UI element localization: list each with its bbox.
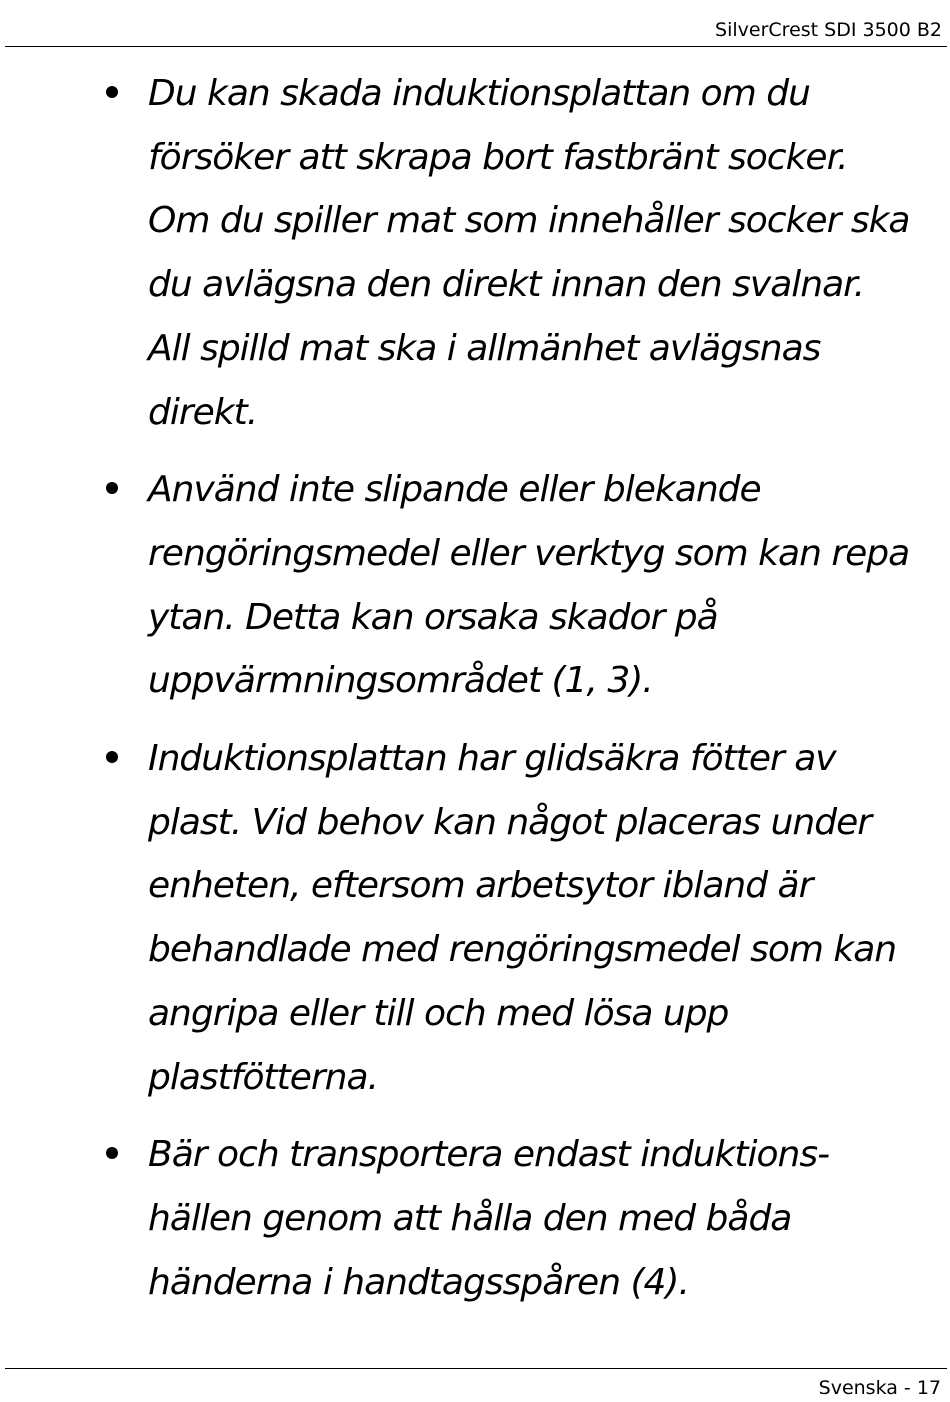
text-line: du avlägsna den direkt innan den svalnar.	[148, 264, 865, 306]
bullet-text	[148, 458, 943, 713]
text-line: ytan. Detta kan orsaka skador på	[148, 596, 718, 638]
bullet-dot-icon	[106, 1147, 118, 1159]
bullet-dot-icon	[106, 482, 118, 494]
bullet-text	[148, 1123, 943, 1314]
text-line: rengöringsmedel eller verktyg som kan repa	[148, 532, 910, 574]
text-line: försöker att skrapa bort fastbränt socker.	[148, 136, 848, 178]
text-line: plastfötterna.	[148, 1056, 378, 1098]
text-line: enheten, eftersom arbetsytor ibland är	[148, 865, 813, 907]
text-line: behandlade med rengöringsmedel som kan	[148, 929, 897, 971]
bullet-dot-icon	[106, 751, 118, 763]
page-header-title: SilverCrest SDI 3500 B2	[715, 19, 942, 41]
header-divider	[5, 46, 947, 47]
text-line: plast. Vid behov kan något placeras under	[148, 801, 872, 843]
text-line: Om du spiller mat som innehåller socker ska	[148, 200, 910, 242]
text-line: Använd inte slipande eller blekande	[148, 469, 761, 511]
bullet-text	[148, 62, 943, 444]
text-line: hällen genom att hålla den med båda	[148, 1197, 792, 1239]
bullet-dot-icon	[106, 86, 118, 98]
text-line: All spilld mat ska i allmänhet avlägsnas	[148, 327, 821, 369]
text-line: angripa eller till och med lösa upp	[148, 992, 729, 1034]
text-line: händerna i handtagsspåren (4).	[148, 1261, 689, 1303]
footer-divider	[5, 1368, 947, 1369]
bullet-item	[0, 62, 950, 444]
bullet-item	[0, 727, 950, 1109]
page-footer-label: Svenska - 17	[818, 1377, 941, 1399]
text-line: Bär och transportera endast induktions-	[148, 1134, 830, 1176]
bullet-list	[0, 62, 950, 1328]
text-line: Induktionsplattan har glidsäkra fötter av	[148, 738, 836, 780]
text-line: Du kan skada induktionsplattan om du	[148, 73, 810, 114]
bullet-item	[0, 458, 950, 713]
text-line: uppvärmningsområdet (1, 3).	[148, 660, 653, 702]
text-line: direkt.	[148, 391, 258, 433]
bullet-text	[148, 727, 943, 1109]
bullet-item	[0, 1123, 950, 1314]
